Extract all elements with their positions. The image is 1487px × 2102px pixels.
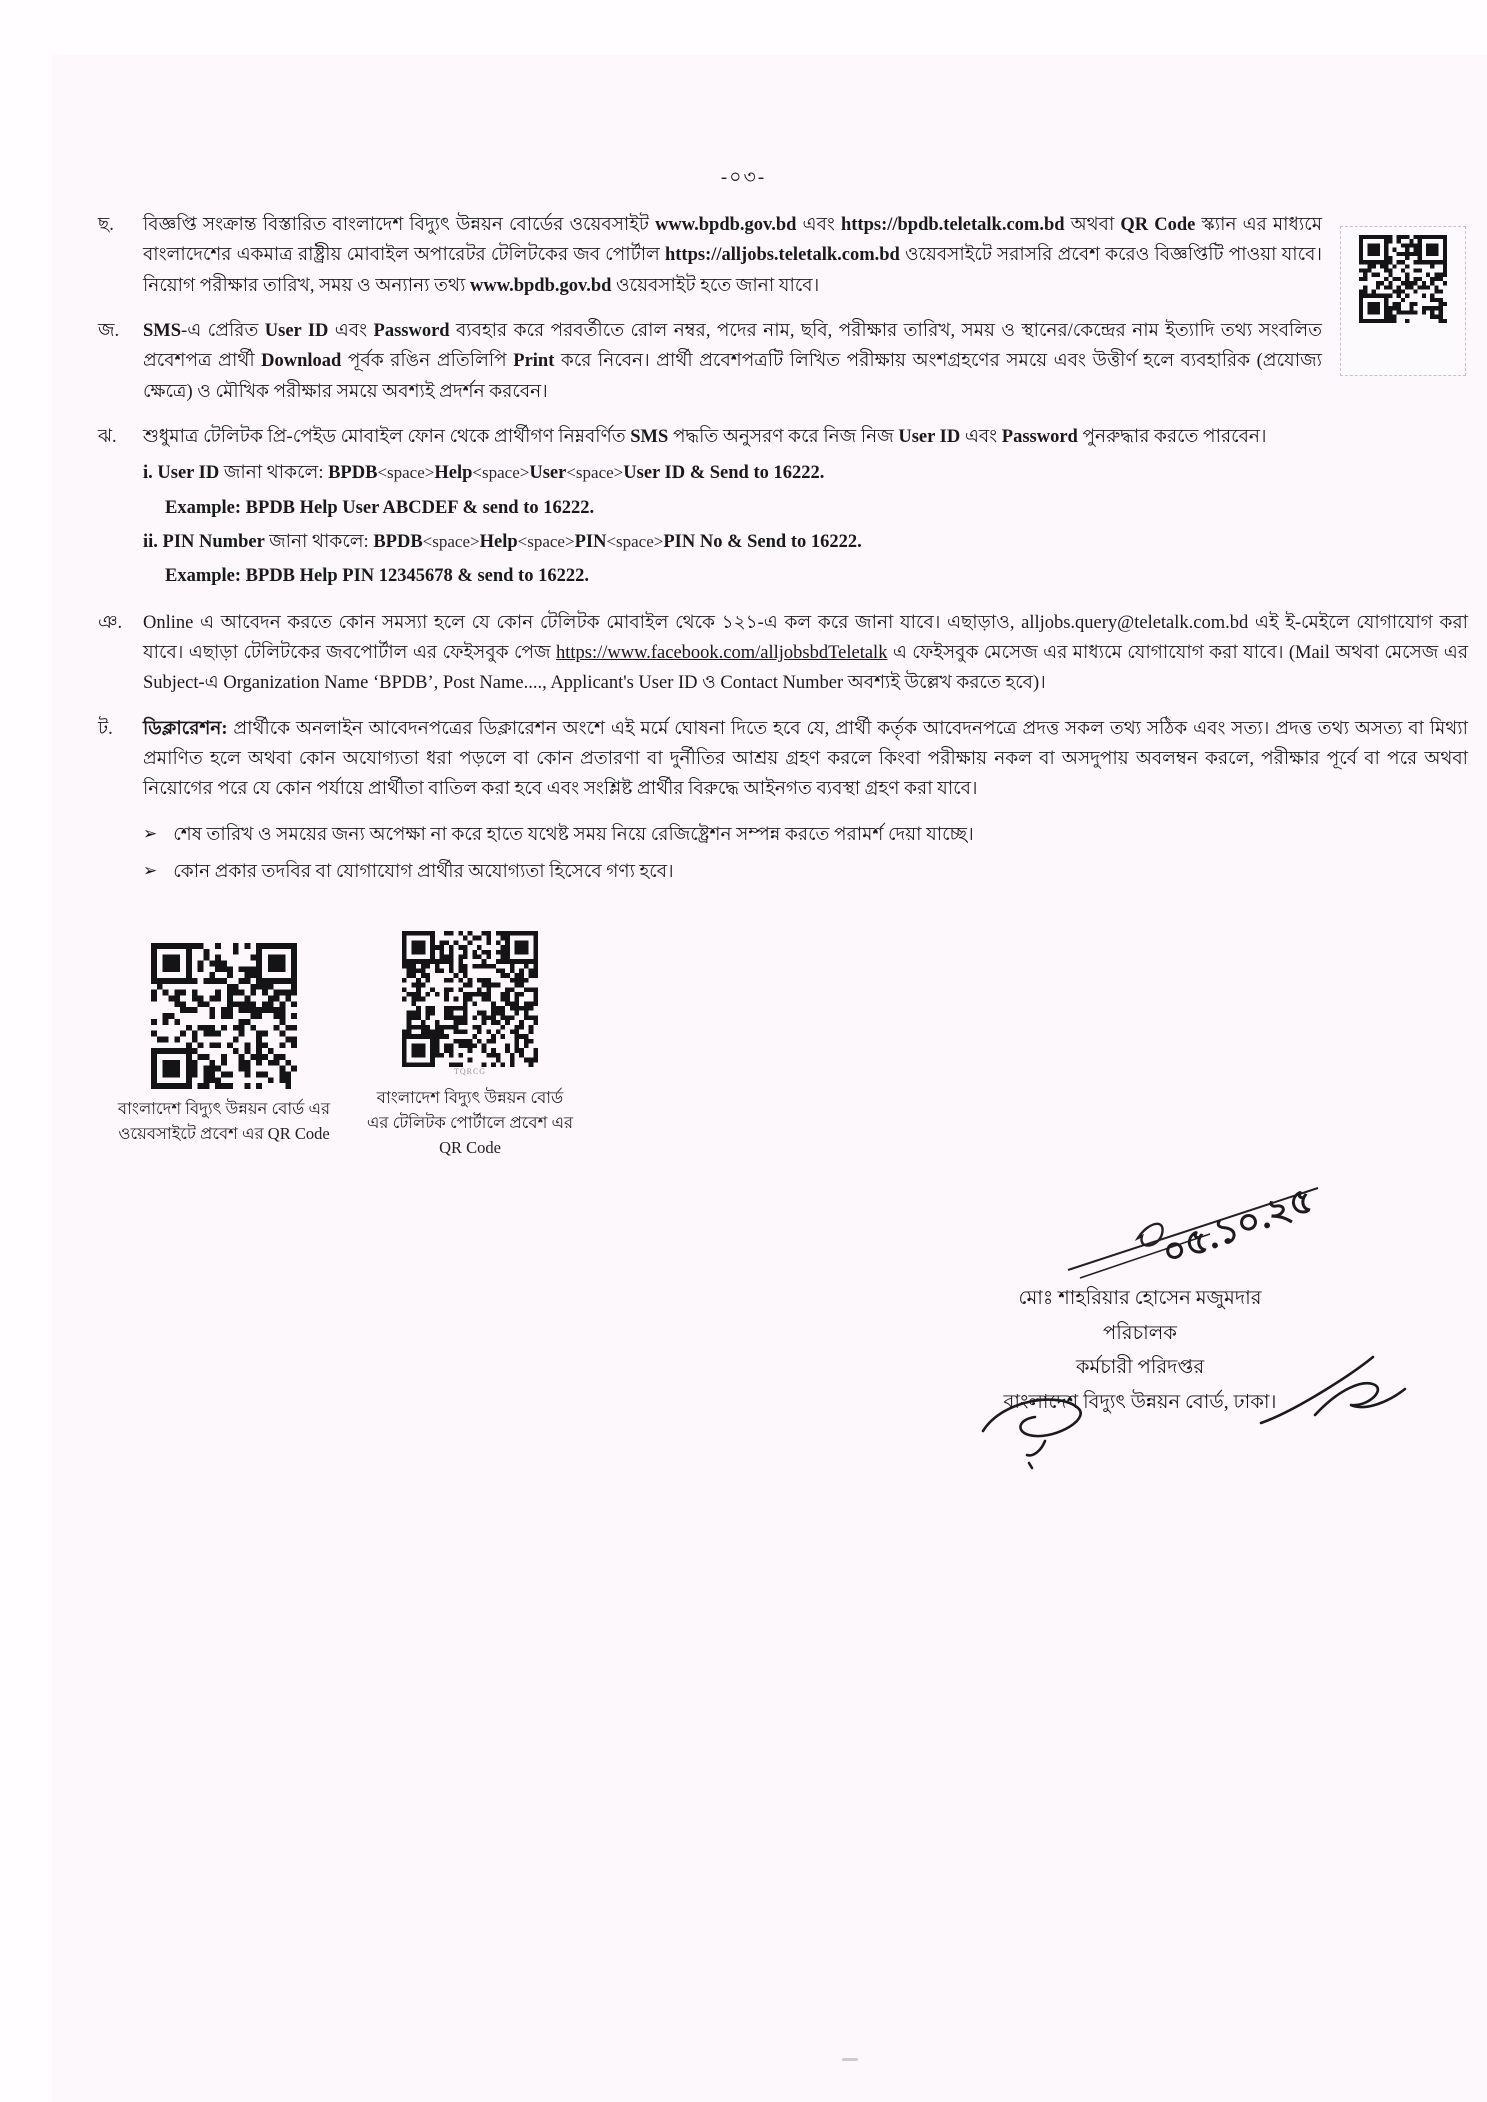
sms-example-pin: Example: BPDB Help PIN 12345678 & send to 16222. [165,566,589,587]
note-registration-text: শেষ তারিখ ও সময়ের জন্য অপেক্ষা না করে হাতে যথেষ্ট সময় নিয়ে রেজিষ্ট্রেশন সম্পন্ন করতে পরামর্শ দেয়া যাচ্ছে। [173,824,974,845]
paragraph-nya-label: ঞ. [98,612,123,633]
qr-caption-website: বাংলাদেশ বিদ্যুৎ উন্নয়ন বোর্ড এর ওয়েবসাইটে প্রবেশ এর QR Code [117,1099,331,1143]
paragraph-ja-text: SMS-এ প্রেরিত User ID এবং Password ব্যবহার করে পরবর্তীতে রোল নম্বর, পদের নাম, ছবি, পরীক্ষার তারিখ, সময় ও স্থানের/কেন্দ্রের নাম ইত্যাদি তথ্য সংবলিত প্রবেশপত্র প্রার্থী Download পূর্বক রঙিন প্রতিলিপি Print করে নিবেন। প্রার্থী প্রবেশপত্রটি লিখিত পরীক্ষায় অংশগ্রহণের সময়ে এবং উত্তীর্ণ হলে ব্যবহারিক (প্রযোজ্য ক্ষেত্রে) ও মৌখিক পরীক্ষার সময়ে অবশ্যই প্রদর্শন করবেন। [143,320,1322,402]
paragraph-cha-label: ছ. [98,215,114,235]
note-arrow-icon: ➢ [143,860,158,880]
page-number: -০৩- [720,167,767,188]
note-arrow-icon: ➢ [143,823,158,843]
qr-code-image [151,943,297,1089]
signatory-organization: বাংলাদেশ বিদ্যুৎ উন্নয়ন বোর্ড, ঢাকা। [1003,1392,1277,1414]
note-lobbying [96,857,1468,887]
signatory-designation: পরিচালক [1103,1322,1177,1344]
signature-scribble-left-icon [975,1385,1125,1470]
qr-generator-watermark: TQRCG [453,1067,487,1077]
qr-caption-teletalk: বাংলাদেশ বিদ্যুৎ উন্নয়ন বোর্ড এর টেলিটক পোর্টালে প্রবেশ এর QR Code [366,1088,574,1157]
paragraph-jha-label: ঝ. [98,426,117,447]
sms-line-pin: ii. PIN Number জানা থাকলে: BPDB<space>Help<space>PIN<space>PIN No & Send to 16222. [143,531,862,552]
qr-code-image [402,931,538,1067]
sms-example-userid: Example: BPDB Help User ABCDEF & send to 16222. [165,497,595,518]
note-registration [96,820,1468,850]
document-body [96,210,1468,1243]
qr-figure-teletalk [364,931,576,1160]
paragraph-ta [96,714,1468,805]
paragraph-ta-label: ট. [98,718,113,739]
paragraph-cha-text: বিজ্ঞপ্তি সংক্রান্ত বিস্তারিত বাংলাদেশ বিদ্যুৎ উন্নয়ন বোর্ডের ওয়েবসাইট www.bpdb.gov.bd এবং https://bpdb.teletalk.com.bd অথবা QR Code স্ক্যান এর মাধ্যমে বাংলাদেশের একমাত্র রাষ্ট্রীয় মোবাইল অপারেটর টেলিটকের জব পোর্টাল https://alljobs.teletalk.com.bd ওয়েবসাইটে সরাসরি প্রবেশ করেও বিজ্ঞপ্তিটি পাওয়া যাবে। নিয়োগ পরীক্ষার তারিখ, সময় ও অন্যান্য তথ্য www.bpdb.gov.bd ওয়েবসাইট হতে জানা যাবে। [143,215,1323,296]
scan-artifact-mark [842,2058,858,2061]
paragraph-nya-text: Online এ আবেদন করতে কোন সমস্যা হলে যে কোন টেলিটক মোবাইল থেকে ১২১-এ কল করে জানা যাবে। এছাড়াও, alljobs.query@teletalk.com.bd এই ই-মেইলে যোগাযোগ করা যাবে। এছাড়া টেলিটকের জবপোর্টাল এর ফেইসবুক পেজ https://www.facebook.com/alljobsbdTeletalk এ ফেইসবুক মেসেজ এর মাধ্যমে যোগাযোগ করা যাবে। (Mail অথবা মেসেজ এর Subject-এ Organization Name ‘BPDB’, Post Name...., Applicant's User ID ও Contact Number অবশ্যই উল্লেখ করতে হবে)। [143,612,1468,694]
paragraph-ja [96,316,1468,407]
paragraph-jha [96,422,1468,452]
paragraph-cha [96,210,1468,301]
signature-date [900,1178,1380,1282]
paragraph-jha-text: শুধুমাত্র টেলিটক প্রি-পেইড মোবাইল ফোন থেকে প্রার্থীগণ নিম্নবর্ণিত SMS পদ্ধতি অনুসরণ করে নিজ নিজ User ID এবং Password পুনরুদ্ধার করতে পারবেন। [143,426,1267,447]
handwritten-date-icon [1050,1178,1350,1288]
paragraph-nya [96,608,1468,699]
paragraph-ja-label: জ. [98,320,120,341]
note-lobbying-text: কোন প্রকার তদবির বা যোগাযোগ প্রার্থীর অযোগ্যতা হিসেবে গণ্য হবে। [173,861,674,882]
qr-code-image [1359,235,1447,323]
signatory-department: কর্মচারী পরিদপ্তর [1075,1357,1205,1379]
svg-text:০৫.১০.২৫: ০৫.১০.২৫ [1156,1179,1319,1274]
qr-figure-website [114,943,334,1147]
paragraph-ta-text: ডিক্লারেশন: প্রার্থীকে অনলাইন আবেদনপত্রের ডিক্লারেশন অংশে এই মর্মে ঘোষনা দিতে হবে যে, প্রার্থী কর্তৃক আবেদনপত্রে প্রদত্ত সকল তথ্য সঠিক এবং সত্য। প্রদত্ত তথ্য অসত্য বা মিথ্যা প্রমাণিত হলে অথবা কোন অযোগ্যতা ধরা পড়লে বা কোন প্রতারণা বা দুর্নীতির আশ্রয় গ্রহণ করলে কিংবা পরীক্ষায় নকল বা অসদুপায় অবলম্বন করলে, পরীক্ষার পূর্বে বা পরে অথবা নিয়োগের পরে যে কোন পর্যায়ে প্রার্থীতা বাতিল করা হবে এবং সংশ্লিষ্ট প্রার্থীর বিরুদ্ধে আইনগত ব্যবস্থা গ্রহণ করা যাবে। [143,718,1468,800]
signature-scribble-right-icon [1255,1345,1415,1445]
sms-line-userid: i. User ID জানা থাকলে: BPDB<space>Help<space>User<space>User ID & Send to 16222. [143,463,825,484]
sms-instructions [96,458,1468,591]
signatory-name: মোঃ শাহরিয়ার হোসেন মজুমদার [1018,1288,1262,1309]
